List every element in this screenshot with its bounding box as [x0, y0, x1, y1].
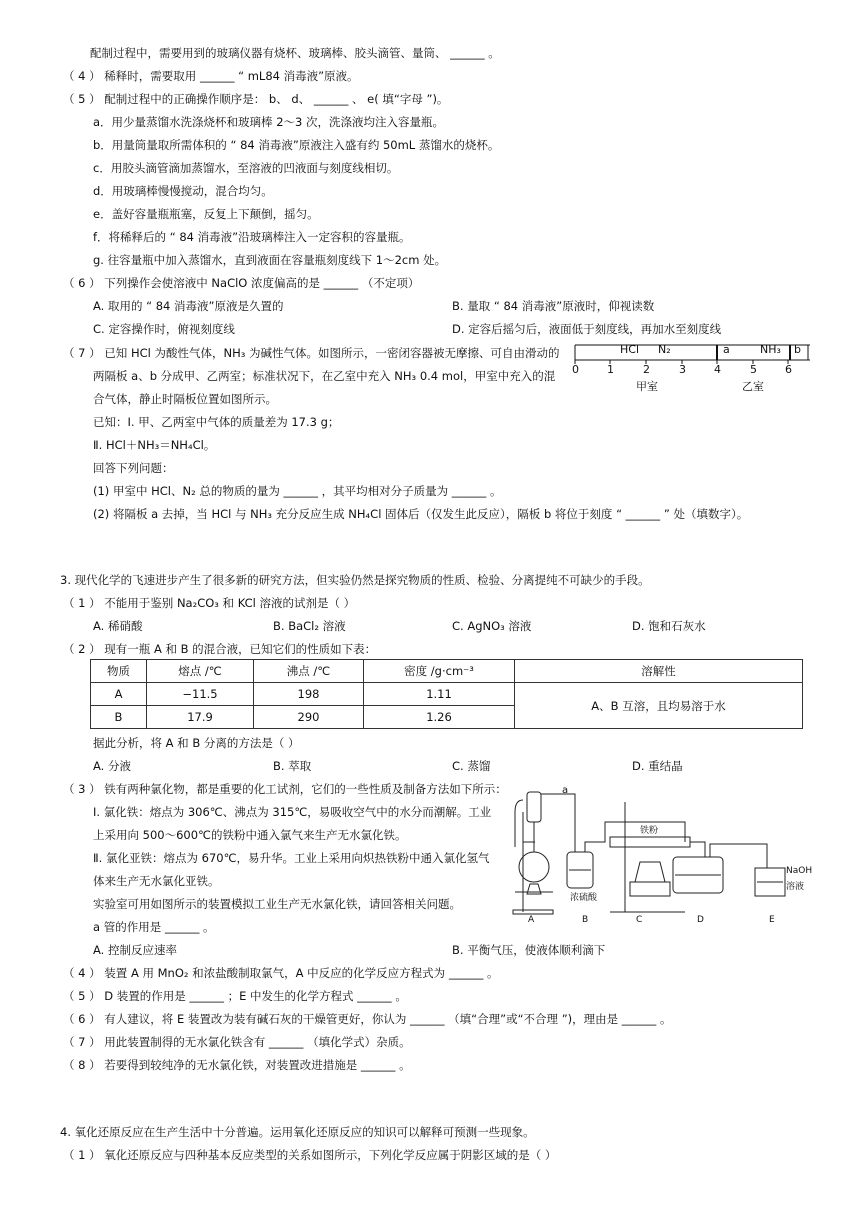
- apparatus-label-solution: 溶液: [786, 882, 805, 892]
- table-cell-solubility: A、B 互溶，且均易溶于水: [515, 683, 803, 729]
- table-header: 熔点 /℃: [147, 660, 254, 683]
- table-header: 沸点 /℃: [254, 660, 364, 683]
- q4-stem: 4. 氧化还原反应在生产生活中十分普遍。运用氧化还原反应的知识可以解释可预测一些现象。: [60, 1125, 535, 1139]
- apparatus-letter-c: C: [636, 915, 643, 925]
- q2-5-order: （ 5 ） 配制过程中的正确操作顺序是： b、 d、 ______ 、 e( 填“字母 ”)。: [63, 92, 449, 106]
- step-e: e．盖好容量瓶瓶塞，反复上下颠倒，摇匀。: [93, 207, 319, 221]
- table-header: 物质: [91, 660, 147, 683]
- table-cell: A: [91, 683, 147, 706]
- ruler-tick-0: 0: [572, 363, 579, 376]
- q3-2-option-b: B. 萃取: [273, 759, 312, 773]
- ruler-tick-2: 2: [643, 363, 650, 376]
- table-cell: 17.9: [147, 706, 254, 729]
- ruler-room-yi: 乙室: [742, 380, 764, 393]
- apparatus-label-iron-powder: 铁粉: [640, 826, 659, 836]
- q4-1-stem: （ 1 ） 氧化还原反应与四种基本反应类型的关系如图所示，下列化学反应属于阴影区域的是（ ）: [63, 1148, 557, 1162]
- q3-stem: 3. 现代化学的飞速进步产生了很多新的研究方法，但实验仍然是探究物质的性质、检验、分离提纯不可缺少的手段。: [60, 573, 650, 587]
- table-header-row: [91, 660, 803, 683]
- q2-line-glassware: 配制过程中，需要用到的玻璃仪器有烧杯、玻璃棒、胶头滴管、量筒、 ______ 。: [90, 46, 500, 60]
- apparatus-letter-e: E: [769, 915, 775, 925]
- table-cell: 1.26: [364, 706, 515, 729]
- table-header: 密度 /g·cm⁻³: [364, 660, 515, 683]
- apparatus-label-a: a: [562, 785, 569, 796]
- q3-4-stem: （ 4 ） 装置 A 用 MnO₂ 和浓盐酸制取氯气，A 中反应的化学反应方程式为 ______ 。: [63, 966, 499, 980]
- q3-2-stem: （ 2 ） 现有一瓶 A 和 B 的混合液，已知它们的性质如下表：: [63, 642, 377, 656]
- q2-4-dilution: （ 4 ） 稀释时，需要取用 ______ “ mL84 消毒液”原液。: [63, 69, 359, 83]
- q3-3-stem: （ 3 ） 铁有两种氯化物，都是重要的化工试剂，它们的一些性质及制备方法如下所示：: [63, 782, 507, 796]
- q2-7-sub1: (1) 甲室中 HCl、N₂ 总的物质的量为 ______ ，其平均相对分子质量为 ______ 。: [93, 484, 502, 498]
- q2-7-given1: 已知：Ⅰ. 甲、乙两室中气体的质量差为 17.3 g；: [93, 415, 340, 429]
- apparatus-figure: [505, 782, 815, 932]
- q3-8-stem: （ 8 ） 若要得到较纯净的无水氯化铁，对装置改进措施是 ______ 。: [63, 1058, 411, 1072]
- apparatus-letter-a: A: [528, 915, 535, 925]
- table-cell: B: [91, 706, 147, 729]
- properties-table: [90, 659, 803, 729]
- table-row: [91, 683, 803, 706]
- q3-5-stem: （ 5 ） D 装置的作用是 ______ ；E 中发生的化学方程式 ______ 。: [63, 989, 407, 1003]
- q3-1-stem: （ 1 ） 不能用于鉴别 Na₂CO₃ 和 KCl 溶液的试剂是（ ）: [63, 596, 356, 610]
- q3-2-ask: 据此分析，将 A 和 B 分离的方法是（ ）: [93, 736, 300, 750]
- step-d: d．用玻璃棒慢慢搅动，混合均匀。: [93, 184, 273, 198]
- step-g: g. 往容量瓶中加入蒸馏水，直到液面在容量瓶刻度线下 1～2cm 处。: [93, 253, 447, 267]
- ruler-gas-n2: N₂: [658, 343, 671, 356]
- q3-3-fecl2-1: Ⅱ. 氯化亚铁：熔点为 670℃，易升华。工业上采用向炽热铁粉中通入氯化氢气: [93, 851, 490, 865]
- q2-7-line1: （ 7 ） 已知 HCl 为酸性气体，NH₃ 为碱性气体。如图所示，一密闭容器被无摩擦、可自由滑动的: [63, 346, 560, 360]
- q3-3-option-b: B. 平衡气压，使液体顺利滴下: [452, 943, 606, 957]
- apparatus-letter-d: D: [697, 915, 704, 925]
- ruler-board-a: a: [723, 343, 730, 356]
- q2-6-option-b: B. 量取 “ 84 消毒液”原液时，仰视读数: [452, 299, 655, 313]
- q3-3-fecl3-1: Ⅰ. 氯化铁：熔点为 306℃、沸点为 315℃，易吸收空气中的水分而潮解。工业: [93, 805, 492, 819]
- ruler-room-jia: 甲室: [636, 380, 658, 393]
- q2-7-line2: 两隔板 a、b 分成甲、乙两室；标准状况下，在乙室中充入 NH₃ 0.4 mol，甲室中充入的混: [93, 369, 556, 383]
- q3-2-option-c: C. 蒸馏: [452, 759, 491, 773]
- q3-3-lab: 实验室可用如图所示的装置模拟工业生产无水氯化铁，请回答相关问题。: [93, 897, 461, 911]
- apparatus-label-naoh: NaOH: [786, 866, 813, 876]
- q3-3-tube-a: a 管的作用是 ______ 。: [93, 920, 215, 934]
- q3-3-fecl2-2: 体来生产无水氯化亚铁。: [93, 874, 220, 888]
- table-cell: 1.11: [364, 683, 515, 706]
- q2-6-stem: （ 6 ） 下列操作会使溶液中 NaClO 浓度偏高的是 ______ （不定项）: [63, 276, 420, 290]
- q2-6-option-a: A. 取用的 “ 84 消毒液”原液是久置的: [93, 299, 284, 313]
- ruler-gas-nh3: NH₃: [760, 343, 781, 356]
- apparatus-label-conc-h2so4: 浓硫酸: [570, 893, 598, 903]
- q2-7-sub2: (2) 将隔板 a 去掉，当 HCl 与 NH₃ 充分反应生成 NH₄Cl 固体后（仅发生此反应），隔板 b 将位于刻度 “ ______ ” 处（填数字）。: [93, 507, 749, 521]
- q3-6-stem: （ 6 ） 有人建议，将 E 装置改为装有碱石灰的干燥管更好，你认为 ______ （填“合理”或“不合理 ”)，理由是 ______ 。: [63, 1012, 672, 1026]
- q3-2-option-d: D. 重结晶: [632, 759, 683, 773]
- q2-7-answer-prompt: 回答下列问题：: [93, 461, 174, 475]
- q3-1-option-c: C. AgNO₃ 溶液: [452, 619, 532, 633]
- ruler-tick-5: 5: [750, 363, 757, 376]
- q2-7-line3: 合气体，静止时隔板位置如图所示。: [93, 392, 277, 406]
- q2-7-given2: Ⅱ. HCl＋NH₃＝NH₄Cl。: [93, 438, 216, 452]
- q3-7-stem: （ 7 ） 用此装置制得的无水氯化铁含有 ______ （填化学式）杂质。: [63, 1035, 411, 1049]
- step-f: f．将稀释后的 “ 84 消毒液”沿玻璃棒注入一定容积的容量瓶。: [93, 230, 411, 244]
- apparatus-letter-b: B: [582, 915, 589, 925]
- ruler-tick-1: 1: [607, 363, 614, 376]
- q3-2-option-a: A. 分液: [93, 759, 131, 773]
- table-header: 溶解性: [515, 660, 803, 683]
- q3-1-option-b: B. BaCl₂ 溶液: [273, 619, 346, 633]
- ruler-tick-4: 4: [714, 363, 721, 376]
- q3-3-fecl3-2: 上采用向 500～600℃的铁粉中通入氯气来生产无水氯化铁。: [93, 828, 407, 842]
- step-c: c．用胶头滴管滴加蒸馏水，至溶液的凹液面与刻度线相切。: [93, 161, 399, 175]
- ruler-board-b: b: [794, 343, 801, 356]
- ruler-tick-3: 3: [679, 363, 686, 376]
- step-a: a．用少量蒸馏水洗涤烧杯和玻璃棒 2～3 次，洗涤液均注入容量瓶。: [93, 115, 444, 129]
- step-b: b．用量筒量取所需体积的 “ 84 消毒液”原液注入盛有约 50mL 蒸馏水的烧杯。: [93, 138, 500, 152]
- table-cell: 290: [254, 706, 364, 729]
- ruler-gas-hcl: HCl: [620, 343, 640, 356]
- table-cell: 198: [254, 683, 364, 706]
- q2-6-option-c: C. 定容操作时，俯视刻度线: [93, 322, 235, 336]
- q3-1-option-a: A. 稀硝酸: [93, 619, 143, 633]
- q3-3-option-a: A. 控制反应速率: [93, 943, 177, 957]
- q3-1-option-d: D. 饱和石灰水: [632, 619, 706, 633]
- ruler-tick-6: 6: [785, 363, 792, 376]
- table-cell: −11.5: [147, 683, 254, 706]
- q2-6-option-d: D. 定容后摇匀后，液面低于刻度线，再加水至刻度线: [452, 322, 722, 336]
